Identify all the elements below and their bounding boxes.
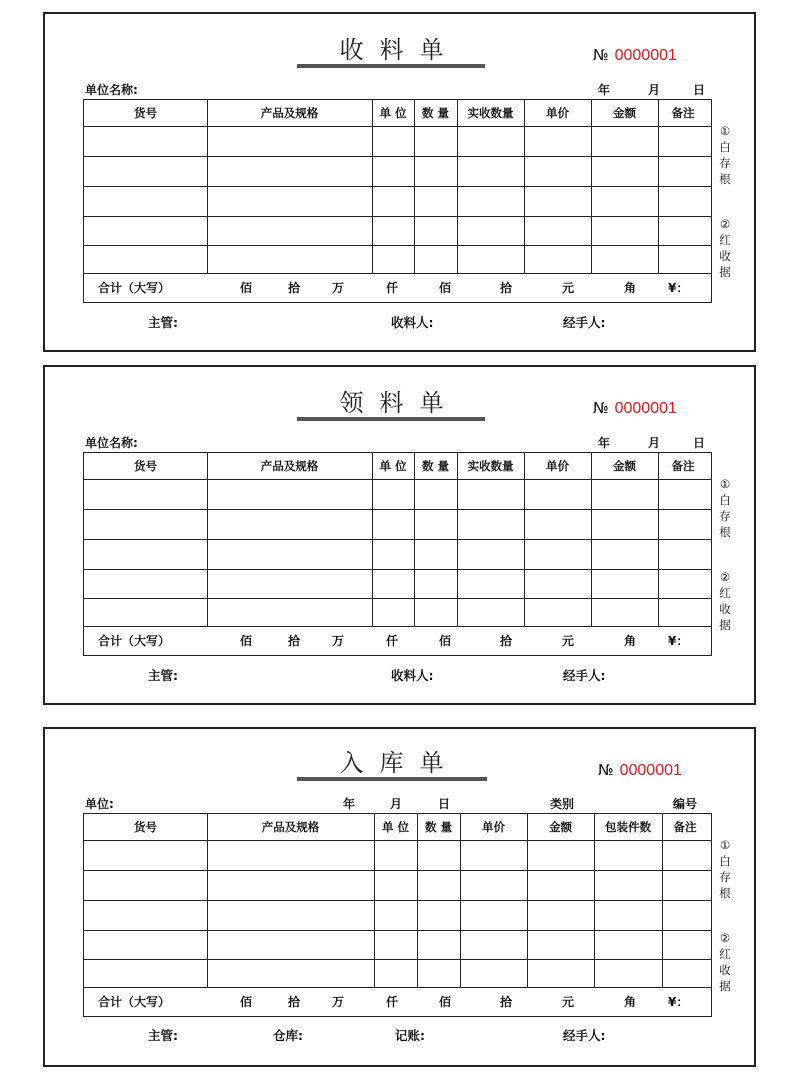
column-header: 货号 <box>134 820 157 834</box>
entry-cell[interactable] <box>591 245 658 273</box>
entry-cell[interactable] <box>84 840 207 870</box>
entry-cell[interactable] <box>457 539 524 569</box>
column-header: 实收数量 <box>467 106 514 120</box>
entry-cell[interactable] <box>84 959 207 987</box>
receiver-label: 收料人: <box>391 668 434 683</box>
entry-cell[interactable] <box>662 870 708 900</box>
entry-cell[interactable] <box>658 245 708 273</box>
total-unit: 佰 <box>240 995 253 1009</box>
title-underline <box>297 777 487 781</box>
total-unit: 元 <box>562 995 575 1009</box>
entry-cell[interactable] <box>374 900 417 930</box>
entry-cell[interactable] <box>460 870 527 900</box>
total-unit: 角 <box>624 634 637 648</box>
entry-cell[interactable] <box>527 900 594 930</box>
entry-cell[interactable] <box>658 598 708 626</box>
serial-number <box>593 46 677 65</box>
entry-cell[interactable] <box>658 509 708 539</box>
entry-cell[interactable] <box>372 539 414 569</box>
entry-cell[interactable] <box>524 539 591 569</box>
bookkeeping-label: 记账: <box>395 1028 425 1043</box>
total-unit: 拾 <box>288 634 301 648</box>
column-header: 包装件数 <box>605 820 651 834</box>
serial-number <box>598 761 682 780</box>
entry-cell[interactable] <box>457 509 524 539</box>
title-underline <box>297 64 485 68</box>
entry-cell[interactable] <box>524 245 591 273</box>
entry-cell[interactable] <box>84 509 207 539</box>
entry-cell[interactable] <box>658 156 708 186</box>
total-unit: 角 <box>624 995 637 1009</box>
column-header: 备注 <box>671 106 695 120</box>
column-header: 产品及规格 <box>260 106 319 120</box>
entry-cell[interactable] <box>460 840 527 870</box>
entry-cell[interactable] <box>591 156 658 186</box>
entry-cell[interactable] <box>207 245 372 273</box>
entry-cell[interactable] <box>591 509 658 539</box>
total-row-divider <box>84 987 711 988</box>
entry-cell[interactable] <box>374 870 417 900</box>
day-label: 日 <box>438 797 451 811</box>
column-header: 货号 <box>134 106 157 120</box>
entry-cell[interactable] <box>414 156 457 186</box>
entry-cell[interactable] <box>414 186 457 216</box>
side-note-text: 白存根 <box>719 493 731 539</box>
total-row-divider <box>84 273 711 274</box>
form-title: 入库单 <box>339 749 460 777</box>
total-unit: 角 <box>624 281 637 295</box>
entry-cell[interactable] <box>524 186 591 216</box>
total-unit: 仟 <box>386 995 399 1009</box>
handler-label: 经手人: <box>563 1028 606 1043</box>
entry-cell[interactable] <box>372 156 414 186</box>
total-unit: 万 <box>332 634 345 648</box>
entry-cell[interactable] <box>591 186 658 216</box>
entry-cell[interactable] <box>524 216 591 245</box>
entry-cell[interactable] <box>524 126 591 156</box>
column-header: 产品及规格 <box>260 459 319 473</box>
manager-label: 主管: <box>148 315 178 330</box>
day-label: 日 <box>693 83 706 97</box>
total-unit: ¥： <box>668 281 689 295</box>
form-0 <box>43 12 756 352</box>
entry-cell[interactable] <box>658 216 708 245</box>
serial-number-value: 0000001 <box>619 762 682 779</box>
entry-cell[interactable] <box>457 598 524 626</box>
entry-cell[interactable] <box>207 156 372 186</box>
side-note-mark: ② <box>719 217 731 231</box>
year-label: 年 <box>598 83 611 97</box>
entry-cell[interactable] <box>414 509 457 539</box>
entry-cell[interactable] <box>414 569 457 598</box>
side-note <box>718 216 732 280</box>
total-unit: 仟 <box>386 281 399 295</box>
entry-cell[interactable] <box>457 156 524 186</box>
form-table <box>83 99 712 303</box>
column-header: 货号 <box>134 459 157 473</box>
side-note-mark: ① <box>719 124 731 138</box>
serial-number-label: № <box>593 399 609 417</box>
entry-cell[interactable] <box>84 569 207 598</box>
side-note-text: 红收据 <box>719 586 731 632</box>
total-unit: 佰 <box>439 634 452 648</box>
side-note-text: 白存根 <box>719 140 731 186</box>
entry-cell[interactable] <box>457 126 524 156</box>
entry-cell[interactable] <box>524 569 591 598</box>
side-note-mark: ① <box>719 477 731 491</box>
entry-cell[interactable] <box>207 959 374 987</box>
code-label: 编号 <box>673 797 698 811</box>
entry-cell[interactable] <box>414 216 457 245</box>
entry-cell[interactable] <box>594 900 662 930</box>
column-header: 备注 <box>673 820 697 834</box>
form-1 <box>43 365 756 705</box>
entry-cell[interactable] <box>374 930 417 959</box>
entry-cell[interactable] <box>457 186 524 216</box>
entry-cell[interactable] <box>207 900 374 930</box>
entry-cell[interactable] <box>658 539 708 569</box>
manager-label: 主管: <box>148 1028 178 1043</box>
serial-number-label: № <box>593 46 609 64</box>
entry-cell[interactable] <box>524 509 591 539</box>
entry-cell[interactable] <box>84 870 207 900</box>
entry-cell[interactable] <box>591 598 658 626</box>
entry-cell[interactable] <box>527 870 594 900</box>
serial-number-value: 0000001 <box>614 400 677 417</box>
total-unit: 拾 <box>288 281 301 295</box>
entry-cell[interactable] <box>207 930 374 959</box>
entry-cell[interactable] <box>460 930 527 959</box>
entry-cell[interactable] <box>372 126 414 156</box>
column-header: 实收数量 <box>467 459 514 473</box>
total-unit: 万 <box>332 281 345 295</box>
entry-cell[interactable] <box>591 569 658 598</box>
form-table <box>83 452 712 656</box>
unit-name-label: 单位: <box>85 797 114 811</box>
entry-cell[interactable] <box>594 840 662 870</box>
month-label: 月 <box>390 797 403 811</box>
column-header: 单 位 <box>379 106 407 120</box>
column-header: 单 位 <box>381 820 409 834</box>
entry-cell[interactable] <box>372 479 414 509</box>
entry-cell[interactable] <box>594 930 662 959</box>
entry-cell[interactable] <box>591 216 658 245</box>
entry-cell[interactable] <box>594 959 662 987</box>
side-note <box>718 837 732 901</box>
column-header: 单价 <box>482 820 505 834</box>
side-note <box>718 476 732 540</box>
form-title: 领料单 <box>339 389 460 417</box>
entry-cell[interactable] <box>591 126 658 156</box>
side-note <box>718 930 732 994</box>
entry-cell[interactable] <box>84 245 207 273</box>
month-label: 月 <box>648 83 661 97</box>
total-unit: 仟 <box>386 634 399 648</box>
entry-cell[interactable] <box>207 216 372 245</box>
entry-cell[interactable] <box>372 569 414 598</box>
form-title: 收料单 <box>339 36 460 64</box>
side-note-text: 红收据 <box>719 947 731 993</box>
entry-cell[interactable] <box>207 539 372 569</box>
entry-cell[interactable] <box>414 598 457 626</box>
form-2 <box>43 727 756 1067</box>
entry-cell[interactable] <box>84 479 207 509</box>
entry-cell[interactable] <box>662 930 708 959</box>
column-header: 数 量 <box>421 459 449 473</box>
entry-cell[interactable] <box>524 479 591 509</box>
form-table <box>83 813 712 1017</box>
entry-cell[interactable] <box>207 479 372 509</box>
year-label: 年 <box>598 436 611 450</box>
title-underline <box>297 417 485 421</box>
column-header: 产品及规格 <box>261 820 320 834</box>
entry-cell[interactable] <box>527 840 594 870</box>
column-header: 备注 <box>671 459 695 473</box>
entry-cell[interactable] <box>591 539 658 569</box>
entry-cell[interactable] <box>417 930 460 959</box>
entry-cell[interactable] <box>417 900 460 930</box>
entry-cell[interactable] <box>662 900 708 930</box>
column-header: 金额 <box>613 459 636 473</box>
entry-cell[interactable] <box>527 959 594 987</box>
entry-cell[interactable] <box>658 569 708 598</box>
total-unit: 拾 <box>500 995 513 1009</box>
entry-cell[interactable] <box>207 870 374 900</box>
column-header: 单价 <box>546 459 569 473</box>
manager-label: 主管: <box>148 668 178 683</box>
entry-cell[interactable] <box>414 539 457 569</box>
total-unit: 佰 <box>240 281 253 295</box>
entry-cell[interactable] <box>374 840 417 870</box>
total-unit: 万 <box>332 995 345 1009</box>
year-label: 年 <box>343 797 356 811</box>
entry-cell[interactable] <box>414 245 457 273</box>
total-unit: 佰 <box>439 281 452 295</box>
entry-cell[interactable] <box>527 930 594 959</box>
entry-cell[interactable] <box>460 959 527 987</box>
month-label: 月 <box>648 436 661 450</box>
unit-name-label: 单位名称: <box>85 436 138 450</box>
serial-number-value: 0000001 <box>614 47 677 64</box>
total-label: 合计（大写） <box>98 995 171 1009</box>
column-header: 数 量 <box>424 820 452 834</box>
entry-cell[interactable] <box>372 509 414 539</box>
entry-cell[interactable] <box>84 156 207 186</box>
entry-cell[interactable] <box>207 569 372 598</box>
entry-cell[interactable] <box>372 598 414 626</box>
category-label: 类别 <box>550 797 575 811</box>
entry-cell[interactable] <box>658 479 708 509</box>
total-label: 合计（大写） <box>98 281 171 295</box>
total-unit: 拾 <box>500 281 513 295</box>
side-note-text: 红收据 <box>719 233 731 279</box>
day-label: 日 <box>693 436 706 450</box>
entry-cell[interactable] <box>591 479 658 509</box>
entry-cell[interactable] <box>414 479 457 509</box>
entry-cell[interactable] <box>84 186 207 216</box>
entry-cell[interactable] <box>207 186 372 216</box>
side-note-mark: ① <box>719 838 731 852</box>
serial-number-label: № <box>598 761 614 779</box>
entry-cell[interactable] <box>207 840 374 870</box>
entry-cell[interactable] <box>207 509 372 539</box>
entry-cell[interactable] <box>457 569 524 598</box>
entry-cell[interactable] <box>417 870 460 900</box>
entry-cell[interactable] <box>457 479 524 509</box>
entry-cell[interactable] <box>457 216 524 245</box>
column-header: 单价 <box>546 106 569 120</box>
entry-cell[interactable] <box>84 126 207 156</box>
column-header: 单 位 <box>379 459 407 473</box>
entry-cell[interactable] <box>374 959 417 987</box>
entry-cell[interactable] <box>414 126 457 156</box>
column-header: 金额 <box>549 820 572 834</box>
total-row-divider <box>84 626 711 627</box>
total-unit: ¥： <box>668 995 689 1009</box>
side-note-mark: ② <box>719 570 731 584</box>
entry-cell[interactable] <box>417 959 460 987</box>
total-label: 合计（大写） <box>98 634 171 648</box>
entry-cell[interactable] <box>207 598 372 626</box>
side-note-text: 白存根 <box>719 854 731 900</box>
side-note-mark: ② <box>719 931 731 945</box>
entry-cell[interactable] <box>524 598 591 626</box>
entry-cell[interactable] <box>460 900 527 930</box>
entry-cell[interactable] <box>84 900 207 930</box>
total-unit: 佰 <box>439 995 452 1009</box>
entry-cell[interactable] <box>84 598 207 626</box>
unit-name-label: 单位名称: <box>85 83 138 97</box>
entry-cell[interactable] <box>524 156 591 186</box>
column-header: 金额 <box>613 106 636 120</box>
handler-label: 经手人: <box>563 315 606 330</box>
entry-cell[interactable] <box>84 930 207 959</box>
total-unit: 元 <box>562 281 575 295</box>
serial-number <box>593 399 677 418</box>
total-unit: 拾 <box>288 995 301 1009</box>
entry-cell[interactable] <box>658 126 708 156</box>
side-note <box>718 569 732 633</box>
entry-cell[interactable] <box>372 186 414 216</box>
handler-label: 经手人: <box>563 668 606 683</box>
entry-cell[interactable] <box>372 245 414 273</box>
entry-cell[interactable] <box>84 539 207 569</box>
entry-cell[interactable] <box>417 840 460 870</box>
total-unit: ¥： <box>668 634 689 648</box>
entry-cell[interactable] <box>207 126 372 156</box>
entry-cell[interactable] <box>457 245 524 273</box>
entry-cell[interactable] <box>662 840 708 870</box>
side-note <box>718 123 732 187</box>
entry-cell[interactable] <box>594 870 662 900</box>
warehouse-label: 仓库: <box>273 1028 303 1043</box>
column-header: 数 量 <box>421 106 449 120</box>
entry-cell[interactable] <box>662 959 708 987</box>
total-unit: 佰 <box>240 634 253 648</box>
entry-cell[interactable] <box>372 216 414 245</box>
total-unit: 拾 <box>500 634 513 648</box>
entry-cell[interactable] <box>84 216 207 245</box>
receiver-label: 收料人: <box>391 315 434 330</box>
entry-cell[interactable] <box>658 186 708 216</box>
total-unit: 元 <box>562 634 575 648</box>
